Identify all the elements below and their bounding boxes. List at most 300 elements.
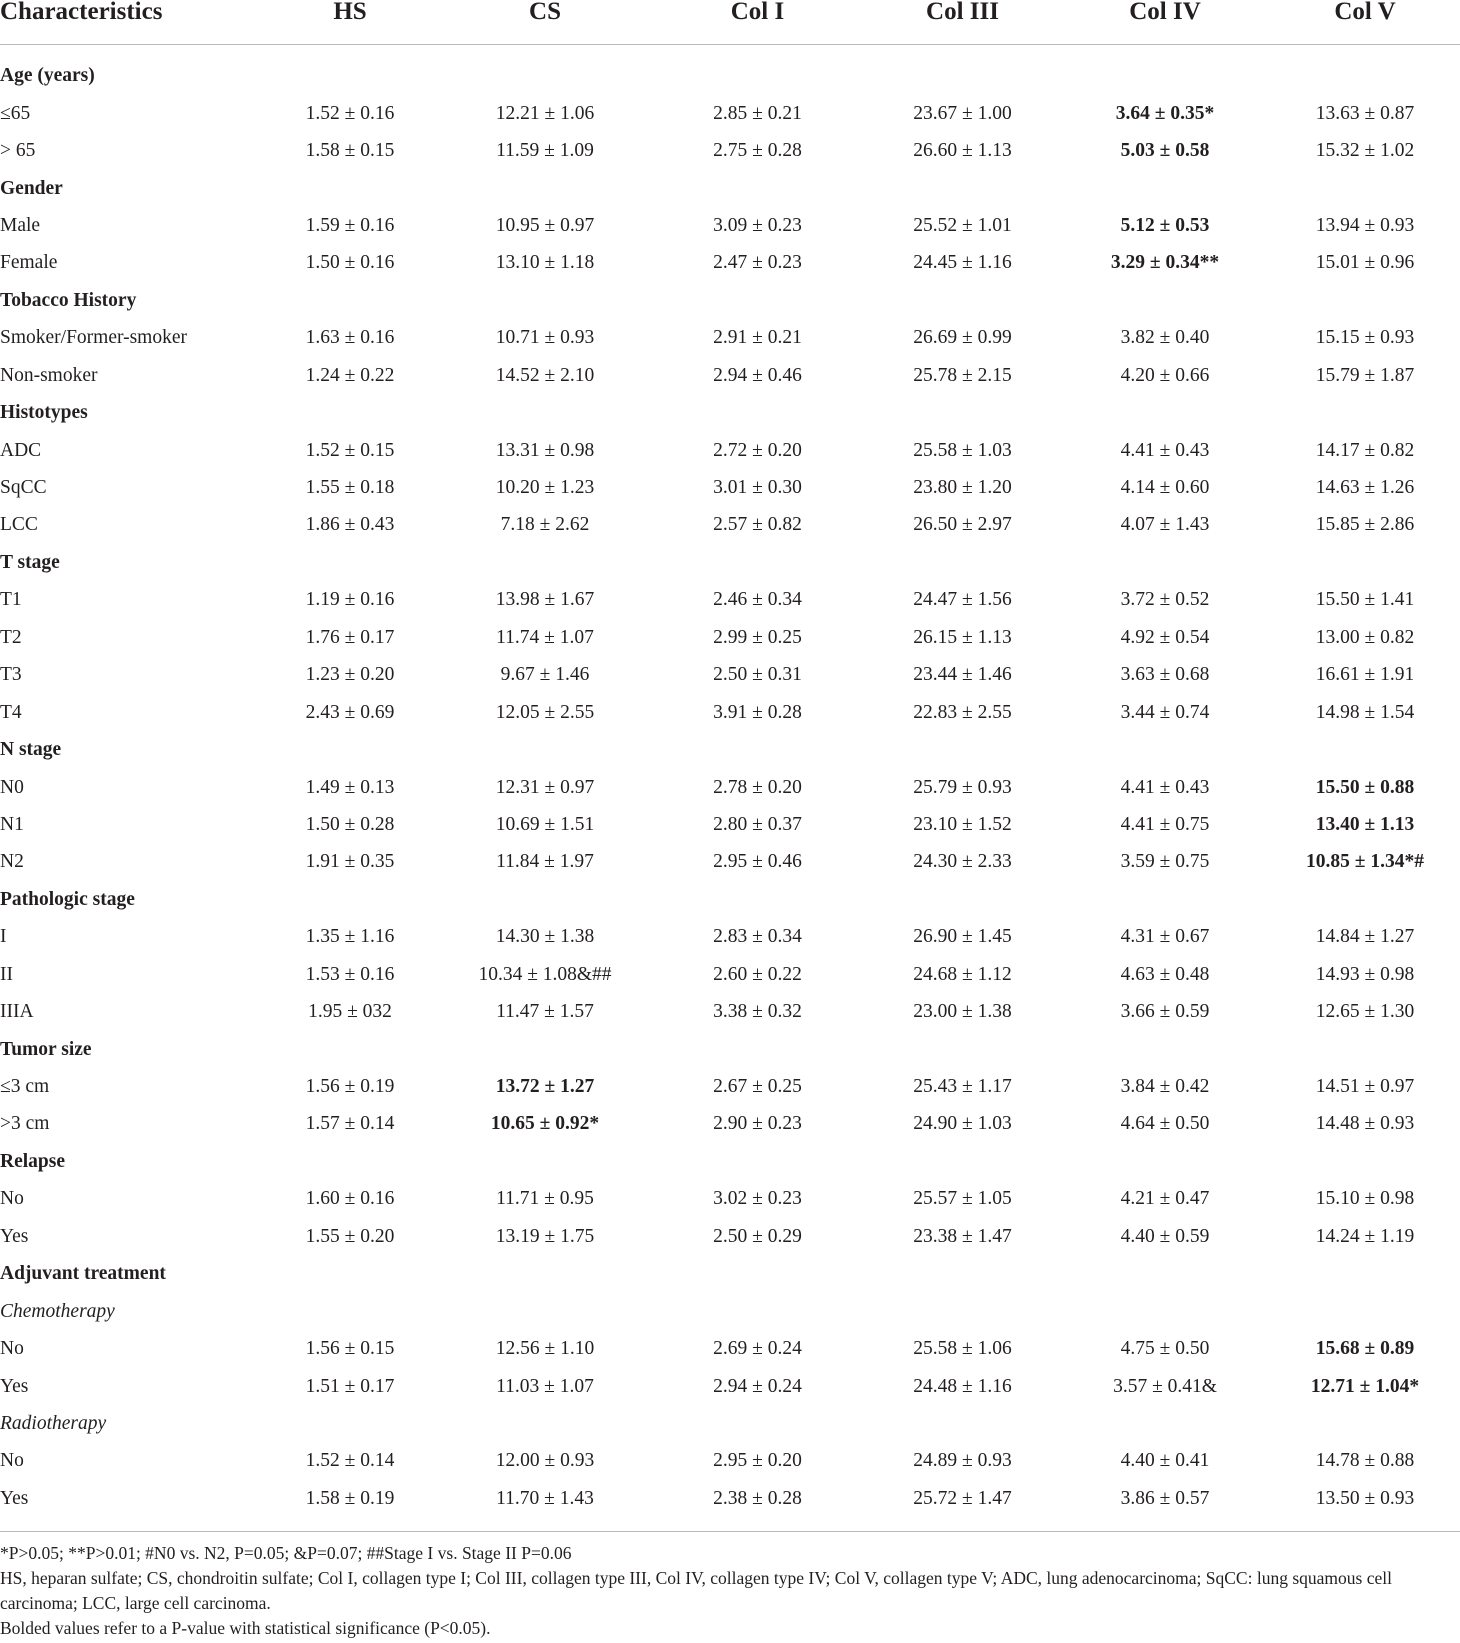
section-label: Tobacco History (0, 289, 137, 311)
value-cell: 11.71 ± 0.95 (496, 1188, 594, 1210)
value-cell: 15.79 ± 1.87 (1315, 364, 1415, 386)
table-row (0, 319, 1460, 356)
table-footnotes (0, 1541, 1460, 1641)
value-cell: 13.31 ± 0.98 (495, 439, 595, 461)
empty-cell (865, 1030, 1060, 1067)
empty-cell (865, 1255, 1060, 1292)
row-label: SqCC (0, 477, 47, 499)
value-cell: 1.95 ± 032 (308, 1001, 392, 1023)
value-cell: 16.61 ± 1.91 (1315, 664, 1415, 686)
empty-cell (1270, 1255, 1460, 1292)
footnote-significance-symbols: *P>0.05; **P>0.01; #N0 vs. N2, P=0.05; &P=0.07; ##Stage I vs. Stage II P=0.06 (0, 1543, 572, 1563)
empty-cell (1060, 169, 1270, 206)
empty-cell (260, 1292, 440, 1329)
empty-cell (1060, 282, 1270, 319)
table-header (0, 0, 1460, 45)
empty-cell (650, 169, 865, 206)
row-label: N0 (0, 776, 24, 798)
value-cell: 2.72 ± 0.20 (713, 439, 802, 461)
empty-cell (260, 57, 440, 94)
row-label: Non-smoker (0, 364, 98, 386)
table-bottom-rule (0, 1531, 1460, 1532)
value-cell: 4.07 ± 1.43 (1120, 514, 1210, 536)
section-label: Tumor size (0, 1038, 92, 1060)
value-cell: 14.93 ± 0.98 (1315, 963, 1415, 985)
value-cell: 12.00 ± 0.93 (495, 1450, 595, 1472)
value-cell: 1.49 ± 0.13 (305, 776, 395, 798)
section-label: Pathologic stage (0, 888, 135, 910)
empty-cell (1270, 1030, 1460, 1067)
value-cell: 2.91 ± 0.21 (713, 327, 802, 349)
value-cell: 4.41 ± 0.75 (1120, 813, 1210, 835)
value-cell: 2.85 ± 0.21 (713, 102, 802, 124)
table-row (0, 1367, 1460, 1404)
empty-cell (650, 282, 865, 319)
table-row (0, 619, 1460, 656)
row-label: Yes (0, 1487, 29, 1509)
value-cell: 1.86 ± 0.43 (305, 514, 395, 536)
empty-cell (650, 881, 865, 918)
empty-cell (260, 1405, 440, 1442)
value-cell: 2.95 ± 0.46 (713, 851, 802, 873)
empty-cell (650, 57, 865, 94)
table-row (0, 1218, 1460, 1255)
value-cell: 14.63 ± 1.26 (1315, 477, 1415, 499)
value-cell: 15.01 ± 0.96 (1315, 252, 1415, 274)
table-row (0, 693, 1460, 730)
table-body (0, 45, 1460, 1518)
empty-cell (260, 282, 440, 319)
value-cell: 4.31 ± 0.67 (1120, 926, 1210, 948)
value-cell: 12.65 ± 1.30 (1315, 1001, 1415, 1023)
empty-cell (260, 169, 440, 206)
value-cell: 10.71 ± 0.93 (495, 327, 595, 349)
table-row (0, 956, 1460, 993)
value-cell: 12.05 ± 2.55 (495, 701, 595, 723)
value-cell: 2.43 ± 0.69 (305, 701, 395, 723)
value-cell: 2.83 ± 0.34 (713, 926, 802, 948)
row-label: Yes (0, 1225, 29, 1247)
value-cell: 10.65 ± 0.92* (490, 1113, 600, 1135)
value-cell: 10.20 ± 1.23 (495, 477, 595, 499)
section-label: Histotypes (0, 402, 88, 424)
row-label: T2 (0, 626, 22, 648)
value-cell: 25.78 ± 2.15 (913, 364, 1012, 386)
value-cell: 1.55 ± 0.20 (305, 1225, 395, 1247)
table-row (0, 1480, 1460, 1517)
empty-cell (260, 731, 440, 768)
empty-cell (440, 1143, 650, 1180)
value-cell: 1.24 ± 0.22 (305, 364, 395, 386)
table-row (0, 656, 1460, 693)
footnote-abbreviations: HS, heparan sulfate; CS, chondroitin sulfate; Col I, collagen type I; Col III, collagen type III, Col IV, collagen type IV; Col V, collagen type V; ADC, lung adenocarcinoma; SqCC: lung squamous cell carcinoma; LCC, large cell carcinoma. (0, 1568, 1392, 1613)
value-cell: 4.75 ± 0.50 (1120, 1338, 1210, 1360)
row-label: I (0, 926, 7, 948)
value-cell: 24.48 ± 1.16 (913, 1375, 1012, 1397)
value-cell: 1.55 ± 0.18 (305, 477, 395, 499)
value-cell: 3.91 ± 0.28 (713, 701, 802, 723)
table-row (0, 918, 1460, 955)
row-label: ≤65 (0, 102, 31, 124)
value-cell: 2.95 ± 0.20 (713, 1450, 802, 1472)
empty-cell (650, 1255, 865, 1292)
value-cell: 1.59 ± 0.16 (305, 214, 395, 236)
row-label: No (0, 1338, 24, 1360)
value-cell: 24.68 ± 1.12 (913, 963, 1012, 985)
empty-cell (865, 1143, 1060, 1180)
value-cell: 7.18 ± 2.62 (500, 514, 590, 536)
value-cell: 3.57 ± 0.41& (1113, 1375, 1217, 1397)
empty-cell (1270, 881, 1460, 918)
value-cell: 15.85 ± 2.86 (1315, 514, 1415, 536)
value-cell: 14.52 ± 2.10 (495, 364, 595, 386)
empty-cell (865, 731, 1060, 768)
empty-cell (865, 1405, 1060, 1442)
empty-cell (1270, 57, 1460, 94)
value-cell: 2.47 ± 0.23 (713, 252, 802, 274)
table-row (0, 1068, 1460, 1105)
value-cell: 2.67 ± 0.25 (713, 1076, 802, 1098)
value-cell: 2.78 ± 0.20 (713, 776, 802, 798)
value-cell: 1.56 ± 0.15 (305, 1338, 395, 1360)
value-cell: 4.40 ± 0.41 (1120, 1450, 1210, 1472)
table-row (0, 1442, 1460, 1479)
empty-cell (1270, 731, 1460, 768)
empty-cell (440, 1405, 650, 1442)
section-label: N stage (0, 739, 62, 761)
value-cell: 23.10 ± 1.52 (913, 813, 1012, 835)
header-row (0, 0, 1460, 45)
value-cell: 23.44 ± 1.46 (913, 664, 1012, 686)
value-cell: 1.58 ± 0.19 (305, 1487, 395, 1509)
header-characteristics: Characteristics (0, 0, 260, 45)
value-cell: 23.80 ± 1.20 (913, 477, 1012, 499)
section-header-row (0, 1030, 1460, 1067)
empty-cell (865, 169, 1060, 206)
value-cell: 3.38 ± 0.32 (713, 1001, 802, 1023)
header-col-iv: Col IV (1060, 0, 1270, 45)
value-cell: 22.83 ± 2.55 (913, 701, 1012, 723)
empty-cell (1060, 1255, 1270, 1292)
section-header-row (0, 57, 1460, 94)
value-cell: 4.20 ± 0.66 (1120, 364, 1210, 386)
value-cell: 1.52 ± 0.15 (305, 439, 395, 461)
value-cell: 25.58 ± 1.03 (913, 439, 1012, 461)
row-label: N1 (0, 813, 24, 835)
value-cell: 1.50 ± 0.16 (305, 252, 395, 274)
table-row (0, 357, 1460, 394)
row-label: T4 (0, 701, 22, 723)
value-cell: 2.60 ± 0.22 (713, 963, 802, 985)
row-label: N2 (0, 851, 24, 873)
section-header-row (0, 731, 1460, 768)
value-cell: 15.10 ± 0.98 (1315, 1188, 1415, 1210)
table-row (0, 1180, 1460, 1217)
row-label: IIIA (0, 1001, 34, 1023)
value-cell: 4.41 ± 0.43 (1120, 776, 1210, 798)
section-header-row (0, 394, 1460, 431)
header-col-v: Col V (1270, 0, 1460, 45)
empty-cell (1060, 544, 1270, 581)
value-cell: 11.59 ± 1.09 (496, 140, 594, 162)
row-label: ≤3 cm (0, 1076, 50, 1098)
value-cell: 1.52 ± 0.14 (305, 1450, 395, 1472)
value-cell: 13.63 ± 0.87 (1315, 102, 1415, 124)
table-row (0, 768, 1460, 805)
section-label: Age (years) (0, 65, 95, 87)
row-label: ADC (0, 439, 42, 461)
value-cell: 25.79 ± 0.93 (913, 776, 1012, 798)
value-cell: 14.51 ± 0.97 (1315, 1076, 1415, 1098)
value-cell: 3.09 ± 0.23 (713, 214, 802, 236)
value-cell: 3.66 ± 0.59 (1120, 1001, 1210, 1023)
value-cell: 3.63 ± 0.68 (1120, 664, 1210, 686)
empty-cell (260, 544, 440, 581)
empty-cell (440, 881, 650, 918)
value-cell: 2.69 ± 0.24 (713, 1338, 802, 1360)
table-row (0, 993, 1460, 1030)
value-cell: 1.58 ± 0.15 (305, 140, 395, 162)
empty-cell (1060, 1143, 1270, 1180)
row-label: LCC (0, 514, 38, 536)
value-cell: 26.90 ± 1.45 (913, 926, 1012, 948)
table-row (0, 207, 1460, 244)
empty-cell (650, 1030, 865, 1067)
subsection-header-row (0, 1405, 1460, 1442)
empty-cell (440, 57, 650, 94)
empty-cell (260, 1030, 440, 1067)
value-cell: 11.70 ± 1.43 (496, 1487, 594, 1509)
value-cell: 11.47 ± 1.57 (496, 1001, 594, 1023)
value-cell: 12.21 ± 1.06 (495, 102, 595, 124)
subsection-label: Chemotherapy (0, 1300, 115, 1322)
empty-cell (440, 169, 650, 206)
table-row (0, 431, 1460, 468)
empty-cell (865, 57, 1060, 94)
value-cell: 3.44 ± 0.74 (1120, 701, 1210, 723)
value-cell: 24.45 ± 1.16 (913, 252, 1012, 274)
value-cell: 1.51 ± 0.17 (305, 1375, 395, 1397)
row-label: Female (0, 252, 58, 274)
empty-cell (1270, 1143, 1460, 1180)
empty-cell (1270, 1292, 1460, 1329)
value-cell: 13.40 ± 1.13 (1315, 813, 1415, 835)
value-cell: 4.14 ± 0.60 (1120, 477, 1210, 499)
empty-cell (1270, 544, 1460, 581)
section-header-row (0, 282, 1460, 319)
section-header-row (0, 544, 1460, 581)
value-cell: 11.03 ± 1.07 (496, 1375, 594, 1397)
table-row (0, 806, 1460, 843)
value-cell: 1.63 ± 0.16 (305, 327, 395, 349)
section-label: Adjuvant treatment (0, 1263, 166, 1285)
table-row (0, 1105, 1460, 1142)
value-cell: 13.19 ± 1.75 (495, 1225, 595, 1247)
value-cell: 2.38 ± 0.28 (713, 1487, 802, 1509)
header-spacer (0, 45, 1460, 58)
value-cell: 11.74 ± 1.07 (496, 626, 594, 648)
subsection-label: Radiotherapy (0, 1412, 107, 1434)
value-cell: 1.50 ± 0.28 (305, 813, 395, 835)
empty-cell (1060, 881, 1270, 918)
value-cell: 24.30 ± 2.33 (913, 851, 1012, 873)
section-header-row (0, 169, 1460, 206)
value-cell: 26.69 ± 0.99 (913, 327, 1012, 349)
value-cell: 13.50 ± 0.93 (1315, 1487, 1415, 1509)
value-cell: 4.64 ± 0.50 (1120, 1113, 1210, 1135)
value-cell: 2.50 ± 0.31 (713, 664, 802, 686)
value-cell: 1.57 ± 0.14 (305, 1113, 395, 1135)
value-cell: 23.67 ± 1.00 (913, 102, 1012, 124)
value-cell: 4.21 ± 0.47 (1120, 1188, 1210, 1210)
value-cell: 3.29 ± 0.34** (1110, 252, 1220, 274)
empty-cell (865, 544, 1060, 581)
empty-cell (1270, 394, 1460, 431)
value-cell: 1.60 ± 0.16 (305, 1188, 395, 1210)
value-cell: 2.90 ± 0.23 (713, 1113, 802, 1135)
empty-cell (440, 1255, 650, 1292)
value-cell: 13.00 ± 0.82 (1315, 626, 1415, 648)
empty-cell (1270, 169, 1460, 206)
section-label: Relapse (0, 1150, 65, 1172)
empty-cell (1060, 1292, 1270, 1329)
value-cell: 1.52 ± 0.16 (305, 102, 395, 124)
empty-cell (1060, 731, 1270, 768)
table-row (0, 469, 1460, 506)
value-cell: 9.67 ± 1.46 (500, 664, 590, 686)
value-cell: 1.19 ± 0.16 (305, 589, 395, 611)
value-cell: 26.60 ± 1.13 (913, 140, 1012, 162)
empty-cell (1270, 282, 1460, 319)
header-hs: HS (260, 0, 440, 45)
table-row (0, 94, 1460, 131)
value-cell: 1.23 ± 0.20 (305, 664, 395, 686)
value-cell: 10.95 ± 0.97 (495, 214, 595, 236)
value-cell: 23.38 ± 1.47 (913, 1225, 1012, 1247)
value-cell: 2.75 ± 0.28 (713, 140, 802, 162)
empty-cell (260, 394, 440, 431)
value-cell: 15.68 ± 0.89 (1315, 1338, 1415, 1360)
empty-cell (260, 1143, 440, 1180)
value-cell: 2.80 ± 0.37 (713, 813, 802, 835)
value-cell: 13.10 ± 1.18 (495, 252, 595, 274)
value-cell: 14.48 ± 0.93 (1315, 1113, 1415, 1135)
empty-cell (650, 1143, 865, 1180)
value-cell: 25.72 ± 1.47 (913, 1487, 1012, 1509)
value-cell: 2.94 ± 0.46 (713, 364, 802, 386)
value-cell: 25.43 ± 1.17 (913, 1076, 1012, 1098)
row-label: Male (0, 214, 41, 236)
spacer-cell (0, 45, 1460, 58)
empty-cell (650, 731, 865, 768)
value-cell: 3.01 ± 0.30 (713, 477, 802, 499)
value-cell: 4.40 ± 0.59 (1120, 1225, 1210, 1247)
header-col-i: Col I (650, 0, 865, 45)
value-cell: 3.84 ± 0.42 (1120, 1076, 1210, 1098)
section-header-row (0, 1143, 1460, 1180)
value-cell: 3.82 ± 0.40 (1120, 327, 1210, 349)
empty-cell (650, 1292, 865, 1329)
header-cs: CS (440, 0, 650, 45)
value-cell: 10.69 ± 1.51 (495, 813, 595, 835)
value-cell: 14.30 ± 1.38 (495, 926, 595, 948)
table-row (0, 1330, 1460, 1367)
value-cell: 12.71 ± 1.04* (1310, 1375, 1420, 1397)
value-cell: 12.56 ± 1.10 (495, 1338, 595, 1360)
value-cell: 13.98 ± 1.67 (495, 589, 595, 611)
empty-cell (865, 1292, 1060, 1329)
empty-cell (440, 394, 650, 431)
value-cell: 2.99 ± 0.25 (713, 626, 802, 648)
value-cell: 3.64 ± 0.35* (1115, 102, 1215, 124)
value-cell: 14.84 ± 1.27 (1315, 926, 1415, 948)
empty-cell (440, 282, 650, 319)
row-label: T3 (0, 664, 22, 686)
empty-cell (440, 544, 650, 581)
row-label: Smoker/Former-smoker (0, 327, 187, 349)
table-row (0, 132, 1460, 169)
empty-cell (1270, 1405, 1460, 1442)
value-cell: 3.72 ± 0.52 (1120, 589, 1210, 611)
row-label: > 65 (0, 140, 36, 162)
table-row (0, 581, 1460, 618)
row-label: T1 (0, 589, 22, 611)
value-cell: 25.52 ± 1.01 (913, 214, 1012, 236)
empty-cell (260, 881, 440, 918)
value-cell: 5.03 ± 0.58 (1120, 140, 1210, 162)
value-cell: 2.57 ± 0.82 (713, 514, 802, 536)
value-cell: 23.00 ± 1.38 (913, 1001, 1012, 1023)
empty-cell (1060, 394, 1270, 431)
empty-cell (650, 1405, 865, 1442)
value-cell: 24.90 ± 1.03 (913, 1113, 1012, 1135)
value-cell: 14.24 ± 1.19 (1315, 1225, 1415, 1247)
empty-cell (865, 394, 1060, 431)
table-row (0, 506, 1460, 543)
value-cell: 26.50 ± 2.97 (913, 514, 1012, 536)
section-header-row (0, 881, 1460, 918)
value-cell: 11.84 ± 1.97 (496, 851, 594, 873)
table-row (0, 843, 1460, 880)
empty-cell (650, 394, 865, 431)
value-cell: 1.53 ± 0.16 (305, 963, 395, 985)
section-label: Gender (0, 177, 63, 199)
value-cell: 14.78 ± 0.88 (1315, 1450, 1415, 1472)
empty-cell (440, 731, 650, 768)
value-cell: 24.47 ± 1.56 (913, 589, 1012, 611)
value-cell: 1.56 ± 0.19 (305, 1076, 395, 1098)
section-header-row (0, 1255, 1460, 1292)
value-cell: 2.50 ± 0.29 (713, 1225, 802, 1247)
empty-cell (650, 544, 865, 581)
empty-cell (865, 881, 1060, 918)
empty-cell (1060, 1030, 1270, 1067)
value-cell: 3.86 ± 0.57 (1120, 1487, 1210, 1509)
value-cell: 26.15 ± 1.13 (913, 626, 1012, 648)
value-cell: 4.63 ± 0.48 (1120, 963, 1210, 985)
value-cell: 3.59 ± 0.75 (1120, 851, 1210, 873)
table-row (0, 244, 1460, 281)
value-cell: 15.32 ± 1.02 (1315, 140, 1415, 162)
empty-cell (440, 1030, 650, 1067)
value-cell: 15.50 ± 0.88 (1315, 776, 1415, 798)
value-cell: 15.50 ± 1.41 (1315, 589, 1415, 611)
value-cell: 25.58 ± 1.06 (913, 1338, 1012, 1360)
value-cell: 10.85 ± 1.34*# (1306, 851, 1424, 873)
value-cell: 24.89 ± 0.93 (913, 1450, 1012, 1472)
value-cell: 5.12 ± 0.53 (1120, 214, 1210, 236)
value-cell: 10.34 ± 1.08&## (478, 963, 612, 985)
